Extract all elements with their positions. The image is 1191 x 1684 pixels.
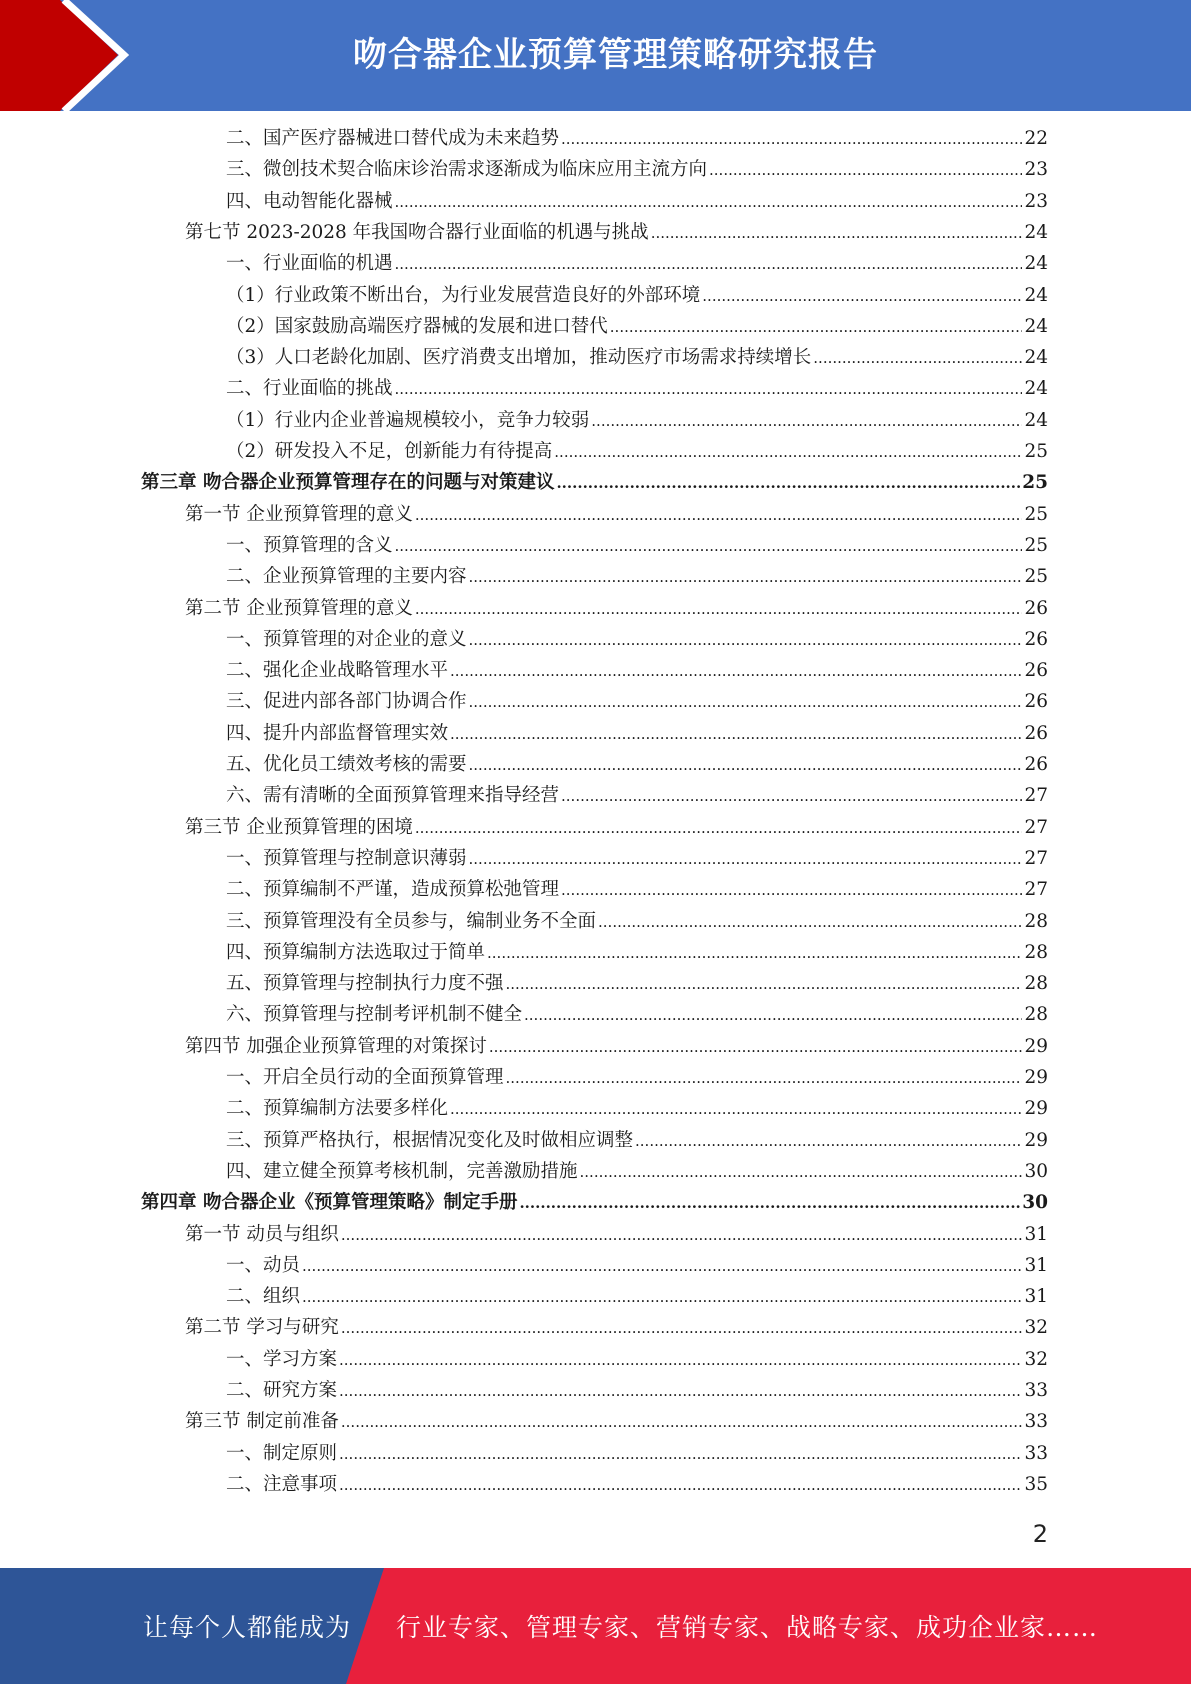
toc-dot-leader — [556, 471, 1020, 495]
toc-entry-page: 27 — [1024, 879, 1048, 901]
toc-entry-page: 24 — [1024, 347, 1048, 369]
toc-subsection-entry[interactable] — [226, 284, 1048, 308]
footer-slogan-roles: 行业专家、管理专家、营销专家、战略专家、成功企业家…… — [396, 1613, 1099, 1642]
toc-dot-leader — [469, 847, 1023, 871]
toc-dot-leader — [489, 1035, 1023, 1059]
toc-entry-title: 四、电动智能化器械 — [226, 190, 393, 212]
toc-subsection-entry[interactable] — [226, 252, 1048, 276]
toc-subsection-entry[interactable] — [226, 1442, 1048, 1466]
toc-dot-leader — [469, 628, 1023, 652]
toc-subsection-entry[interactable] — [226, 910, 1048, 934]
toc-entry-title: 四、预算编制方法选取过于简单 — [226, 941, 486, 963]
toc-entry-page: 35 — [1024, 1473, 1048, 1495]
report-header — [0, 0, 1191, 111]
toc-dot-leader — [395, 377, 1023, 401]
toc-entry-title: 六、需有清晰的全面预算管理来指导经营 — [226, 785, 560, 807]
toc-entry-page: 24 — [1024, 315, 1048, 337]
toc-dot-leader — [450, 1097, 1022, 1121]
toc-entry-title: 一、预算管理的对企业的意义 — [226, 628, 467, 650]
footer-slogan-lead: 让每个人都能成为 — [143, 1613, 352, 1642]
toc-entry-title: 三、预算管理没有全员参与，编制业务不全面 — [226, 910, 597, 932]
toc-subsection-entry[interactable] — [226, 1003, 1048, 1027]
toc-entry-title: 一、学习方案 — [226, 1348, 338, 1370]
toc-entry-page: 32 — [1024, 1348, 1048, 1370]
toc-subsection-entry[interactable] — [226, 1285, 1048, 1309]
toc-entry-page: 32 — [1024, 1317, 1048, 1339]
toc-dot-leader — [415, 597, 1023, 621]
toc-entry-page: 23 — [1024, 159, 1048, 181]
toc-entry-title: 二、注意事项 — [226, 1473, 338, 1495]
toc-entry-page: 26 — [1024, 628, 1048, 650]
toc-entry-title: （2）研发投入不足，创新能力有待提高 — [226, 441, 553, 462]
toc-section-entry[interactable] — [185, 1316, 1048, 1340]
toc-section-entry[interactable] — [185, 1035, 1048, 1059]
toc-dot-leader — [610, 315, 1023, 339]
toc-dot-leader — [813, 346, 1022, 370]
toc-entry-page: 25 — [1024, 566, 1048, 588]
toc-dot-leader — [506, 972, 1023, 996]
toc-subsection-entry[interactable] — [226, 1097, 1048, 1121]
toc-entry-title: 二、预算编制不严谨，造成预算松弛管理 — [226, 879, 560, 901]
toc-dot-leader — [395, 252, 1023, 276]
toc-dot-leader — [702, 284, 1022, 308]
toc-subsection-entry[interactable] — [226, 972, 1048, 996]
toc-subsection-entry[interactable] — [226, 1129, 1048, 1153]
toc-subsection-entry[interactable] — [226, 158, 1048, 182]
toc-subsection-entry[interactable] — [226, 878, 1048, 902]
toc-entry-page: 27 — [1024, 785, 1048, 807]
toc-dot-leader — [519, 1191, 1020, 1215]
toc-entry-page: 30 — [1024, 1160, 1048, 1182]
toc-entry-page: 29 — [1024, 1067, 1048, 1088]
toc-entry-title: 一、预算管理的含义 — [226, 534, 393, 556]
toc-dot-leader — [591, 409, 1022, 433]
toc-entry-page: 28 — [1024, 973, 1048, 995]
toc-entry-title: 五、预算管理与控制执行力度不强 — [226, 973, 504, 995]
toc-subsection-entry[interactable] — [226, 1160, 1048, 1184]
toc-dot-leader — [524, 1003, 1022, 1027]
toc-dot-leader — [554, 440, 1022, 464]
toc-subsection-entry[interactable] — [226, 315, 1048, 339]
toc-entry-page: 25 — [1024, 441, 1048, 462]
toc-dot-leader — [487, 941, 1022, 965]
toc-dot-leader — [450, 722, 1022, 746]
toc-section-entry[interactable] — [185, 597, 1048, 621]
toc-subsection-entry[interactable] — [226, 690, 1048, 714]
toc-entry-page: 25 — [1024, 503, 1048, 525]
toc-entry-title: 第一节 动员与组织 — [185, 1223, 339, 1245]
toc-dot-leader — [651, 221, 1023, 245]
toc-entry-title: 第二节 学习与研究 — [185, 1317, 339, 1339]
toc-entry-title: 三、促进内部各部门协调合作 — [226, 691, 467, 713]
toc-entry-page: 24 — [1024, 253, 1048, 275]
toc-dot-leader — [469, 565, 1023, 589]
toc-dot-leader — [506, 1066, 1023, 1090]
toc-entry-title: 三、微创技术契合临床诊治需求逐渐成为临床应用主流方向 — [226, 159, 708, 181]
toc-entry-title: 二、预算编制方法要多样化 — [226, 1098, 449, 1120]
toc-entry-title: 四、提升内部监督管理实效 — [226, 722, 449, 744]
toc-entry-page: 27 — [1024, 847, 1048, 869]
toc-subsection-entry[interactable] — [226, 1348, 1048, 1372]
toc-section-entry[interactable] — [185, 816, 1048, 840]
toc-entry-title: 第三节 企业预算管理的困境 — [185, 816, 413, 838]
toc-section-entry[interactable] — [185, 1223, 1048, 1247]
toc-subsection-entry[interactable] — [226, 534, 1048, 558]
toc-entry-page: 26 — [1024, 754, 1048, 775]
toc-entry-page: 24 — [1024, 284, 1048, 306]
toc-entry-page: 33 — [1024, 1411, 1048, 1433]
toc-entry-page: 29 — [1024, 1035, 1048, 1057]
toc-subsection-entry[interactable] — [226, 722, 1048, 746]
toc-subsection-entry[interactable] — [226, 847, 1048, 871]
toc-dot-leader — [395, 190, 1023, 214]
toc-entry-title: 六、预算管理与控制考评机制不健全 — [226, 1004, 523, 1026]
toc-dot-leader — [341, 1223, 1023, 1247]
toc-entry-title: （2）国家鼓励高端医疗器械的发展和进口替代 — [226, 315, 608, 337]
toc-entry-page: 26 — [1024, 691, 1048, 713]
toc-entry-title: 第四章 吻合器企业《预算管理策略》制定手册 — [141, 1192, 518, 1214]
toc-entry-title: 第一节 企业预算管理的意义 — [185, 503, 413, 525]
toc-entry-page: 33 — [1024, 1380, 1048, 1401]
toc-dot-leader — [580, 1160, 1023, 1184]
toc-entry-page: 31 — [1024, 1254, 1048, 1276]
toc-entry-title: 第四节 加强企业预算管理的对策探讨 — [185, 1035, 487, 1057]
toc-section-entry[interactable] — [185, 221, 1048, 245]
toc-subsection-entry[interactable] — [226, 377, 1048, 401]
toc-entry-title: 第二节 企业预算管理的意义 — [185, 597, 413, 619]
toc-entry-page: 27 — [1024, 816, 1048, 838]
toc-dot-leader — [395, 534, 1023, 558]
toc-dot-leader — [469, 753, 1023, 777]
toc-entry-page: 26 — [1024, 722, 1048, 744]
toc-entry-title: 三、预算严格执行，根据情况变化及时做相应调整 — [226, 1129, 634, 1151]
toc-dot-leader — [561, 878, 1022, 902]
toc-subsection-entry[interactable] — [226, 1254, 1048, 1278]
toc-entry-title: （1）行业政策不断出台，为行业发展营造良好的外部环境 — [226, 284, 701, 306]
toc-entry-title: 一、行业面临的机遇 — [226, 253, 393, 275]
toc-section-entry[interactable] — [185, 503, 1048, 527]
toc-subsection-entry[interactable] — [226, 1473, 1048, 1497]
toc-entry-title: 二、行业面临的挑战 — [226, 378, 393, 400]
toc-entry-title: 二、强化企业战略管理水平 — [226, 660, 449, 682]
toc-entry-page: 25 — [1022, 472, 1048, 494]
toc-dot-leader — [339, 1442, 1022, 1466]
toc-dot-leader — [450, 659, 1022, 683]
toc-entry-title: 一、制定原则 — [226, 1442, 338, 1464]
toc-entry-page: 28 — [1024, 1004, 1048, 1026]
toc-dot-leader — [415, 816, 1023, 840]
toc-dot-leader — [635, 1129, 1022, 1153]
toc-dot-leader — [561, 784, 1022, 808]
toc-subsection-entry[interactable] — [226, 784, 1048, 808]
toc-dot-leader — [341, 1410, 1023, 1434]
toc-subsection-entry[interactable] — [226, 753, 1048, 777]
toc-subsection-entry[interactable] — [226, 659, 1048, 683]
toc-dot-leader — [302, 1285, 1022, 1309]
toc-entry-title: 第三节 制定前准备 — [185, 1411, 339, 1433]
toc-dot-leader — [341, 1316, 1023, 1340]
toc-dot-leader — [302, 1254, 1022, 1278]
toc-entry-title: 一、动员 — [226, 1254, 301, 1276]
toc-entry-page: 29 — [1024, 1098, 1048, 1120]
toc-entry-page: 31 — [1024, 1286, 1048, 1308]
toc-subsection-entry[interactable] — [226, 127, 1048, 151]
toc-entry-page: 24 — [1024, 409, 1048, 431]
toc-entry-title: 五、优化员工绩效考核的需要 — [226, 754, 467, 775]
toc-dot-leader — [339, 1348, 1022, 1372]
toc-entry-page: 26 — [1024, 597, 1048, 619]
toc-subsection-entry[interactable] — [226, 409, 1048, 433]
toc-entry-page: 25 — [1024, 534, 1048, 556]
toc-entry-page: 29 — [1024, 1129, 1048, 1151]
toc-dot-leader — [598, 910, 1022, 934]
toc-dot-leader — [339, 1473, 1022, 1497]
toc-subsection-entry[interactable] — [226, 440, 1048, 464]
toc-entry-title: 二、企业预算管理的主要内容 — [226, 566, 467, 588]
toc-chapter-entry[interactable] — [141, 1191, 1048, 1215]
toc-entry-page: 28 — [1024, 910, 1048, 932]
toc-entry-title: 一、开启全员行动的全面预算管理 — [226, 1067, 504, 1088]
toc-entry-title: （3）人口老龄化加剧、医疗消费支出增加，推动医疗市场需求持续增长 — [226, 347, 812, 369]
toc-entry-page: 28 — [1024, 941, 1048, 963]
toc-entry-title: 二、国产医疗器械进口替代成为未来趋势 — [226, 128, 560, 149]
toc-chapter-entry[interactable] — [141, 471, 1048, 495]
toc-subsection-entry[interactable] — [226, 565, 1048, 589]
toc-dot-leader — [469, 690, 1023, 714]
toc-dot-leader — [561, 127, 1022, 151]
toc-subsection-entry[interactable] — [226, 190, 1048, 214]
toc-entry-title: （1）行业内企业普遍规模较小，竞争力较弱 — [226, 409, 590, 431]
toc-dot-leader — [339, 1379, 1022, 1403]
toc-entry-title: 二、组织 — [226, 1286, 301, 1308]
toc-entry-title: 第七节 2023-2028 年我国吻合器行业面临的机遇与挑战 — [185, 221, 649, 243]
toc-dot-leader — [415, 503, 1023, 527]
page-number: 2 — [1032, 1520, 1048, 1548]
toc-entry-title: 四、建立健全预算考核机制，完善激励措施 — [226, 1160, 578, 1182]
toc-entry-title: 二、研究方案 — [226, 1380, 338, 1401]
toc-entry-page: 33 — [1024, 1442, 1048, 1464]
toc-entry-page: 26 — [1024, 660, 1048, 682]
toc-section-entry[interactable] — [185, 1410, 1048, 1434]
toc-subsection-entry[interactable] — [226, 1066, 1048, 1090]
toc-dot-leader — [709, 158, 1022, 182]
toc-subsection-entry[interactable] — [226, 941, 1048, 965]
toc-subsection-entry[interactable] — [226, 628, 1048, 652]
toc-entry-title: 第三章 吻合器企业预算管理存在的问题与对策建议 — [141, 472, 555, 494]
toc-entry-page: 24 — [1024, 378, 1048, 400]
toc-entry-page: 31 — [1024, 1223, 1048, 1245]
report-title: 吻合器企业预算管理策略研究报告 — [353, 35, 878, 75]
toc-subsection-entry[interactable] — [226, 346, 1048, 370]
footer-banner — [0, 1568, 1191, 1684]
toc-entry-page: 24 — [1024, 221, 1048, 243]
toc-entry-page: 23 — [1024, 190, 1048, 212]
toc-entry-page: 22 — [1024, 128, 1048, 149]
toc-subsection-entry[interactable] — [226, 1379, 1048, 1403]
toc-entry-page: 30 — [1022, 1192, 1048, 1214]
toc-entry-title: 一、预算管理与控制意识薄弱 — [226, 847, 467, 869]
